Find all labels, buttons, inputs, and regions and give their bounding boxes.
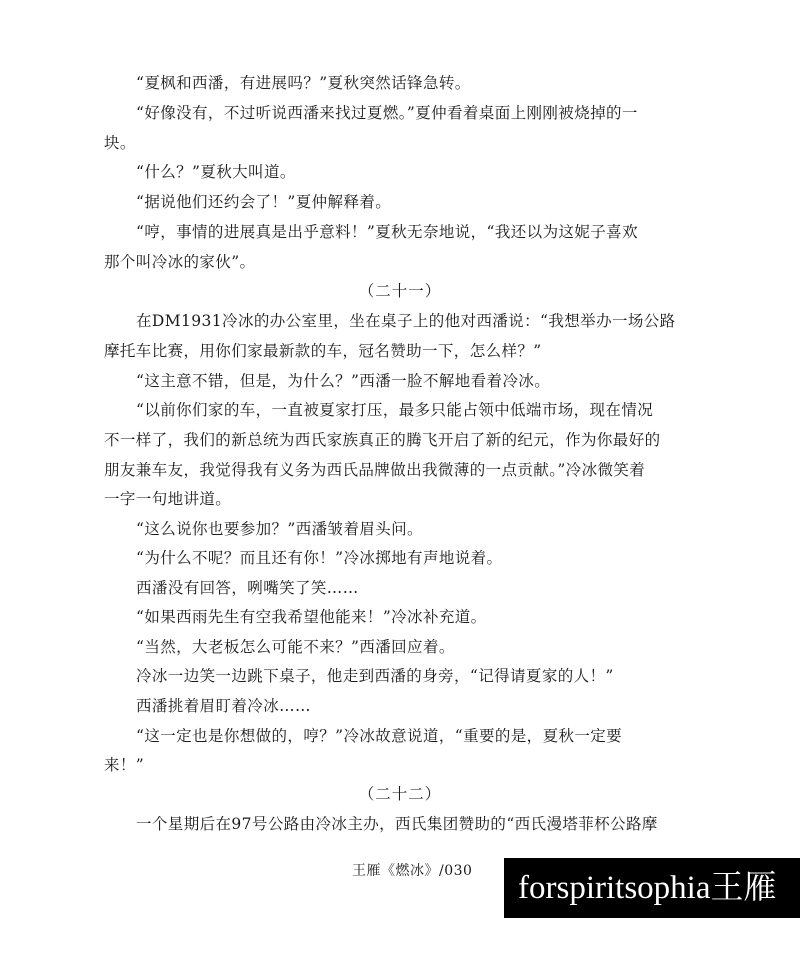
text-line: “什么？”夏秋大叫道。	[136, 163, 296, 181]
text-line: 冷冰一边笑一边跳下桌子，他走到西潘的身旁，“记得请夏家的人！”	[136, 667, 614, 685]
text-line: “夏枫和西潘，有进展吗？”夏秋突然话锋急转。	[136, 74, 471, 92]
text-line: “好像没有，不过听说西潘来找过夏燃。”夏仲看着桌面上刚刚被烧掉的一	[136, 104, 638, 122]
text-line: 摩托车比赛，用你们家最新款的车，冠名赞助一下，怎么样？”	[104, 342, 542, 360]
text-line: “当然，大老板怎么可能不来？”西潘回应着。	[136, 638, 455, 656]
section-heading: （二十一）	[358, 282, 442, 300]
text-line: “据说他们还约会了！”夏仲解释着。	[136, 193, 392, 211]
text-line: 朋友兼车友，我觉得我有义务为西氏品牌做出我微薄的一点贡献。”冷冰微笑着	[104, 461, 646, 479]
page-footer: 王雁《燃冰》/030	[352, 863, 473, 879]
text-line: 一个星期后在97号公路由冷冰主办，西氏集团赞助的“西氏漫塔菲杯公路摩	[136, 815, 658, 833]
text-line: 西潘没有回答，咧嘴笑了笑……	[136, 579, 359, 597]
section-heading: （二十二）	[358, 785, 442, 803]
text-line: 块。	[104, 134, 136, 152]
text-line: “哼，事情的进展真是出乎意料！”夏秋无奈地说，“我还以为这妮子喜欢	[136, 223, 638, 241]
text-line: 在DM1931冷冰的办公室里，坐在桌子上的他对西潘说：“我想举办一场公路	[136, 312, 676, 330]
text-line: “这一定也是你想做的，哼？”冷冰故意说道，“重要的是，夏秋一定要	[136, 727, 623, 745]
text-line: “以前你们家的车，一直被夏家打压，最多只能占领中低端市场，现在情况	[136, 401, 654, 419]
text-line: 西潘挑着眉盯着冷冰……	[136, 697, 311, 715]
text-line: 来！”	[104, 756, 145, 774]
watermark-label: forspiritsophia王雁	[504, 858, 800, 918]
text-line: 一字一句地讲道。	[104, 490, 232, 508]
text-line: “为什么不呢？而且还有你！”冷冰掷地有声地说着。	[136, 549, 503, 567]
text-line: “如果西雨先生有空我希望他能来！”冷冰补充道。	[136, 608, 487, 626]
text-line: 不一样了，我们的新总统为西氏家族真正的腾飞开启了新的纪元，作为你最好的	[104, 431, 661, 449]
text-line: “这主意不错，但是，为什么？”西潘一脸不解地看着冷冰。	[136, 372, 551, 390]
text-line: “这么说你也要参加？”西潘皱着眉头问。	[136, 520, 423, 538]
text-line: 那个叫冷冰的家伙”。	[104, 253, 256, 271]
